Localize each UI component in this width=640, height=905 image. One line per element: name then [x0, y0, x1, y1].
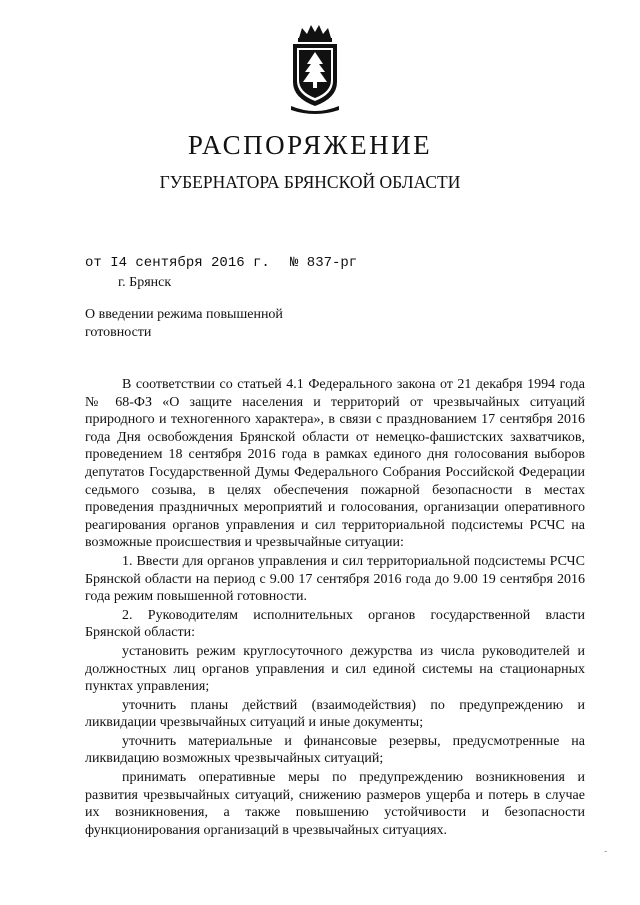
body-paragraph: В соответствии со статьей 4.1 Федерального закона от 21 декабря 1994 года № 68-ФЗ «О защите населения и территорий от чрезвычайных ситуаций природного и техногенного характера», в связи с празднованием 17 сентября 2016 года Дня освобождения Брянской области от немецко-фашистских захватчиков, проведением 18 сентября 2016 года в рамках единого дня голосования выборов депутатов Государственной Думы Федерального Собрания Российской Федерации седьмого созыва, в целях обеспечения пожарной безопасности в местах проведения праздничных мероприятий и голосования, организации оперативного реагирования органов управления и сил территориальной подсистемы РСЧС на возможные происшествия и чрезвычайные ситуации: — [85, 377, 585, 551]
document-number: № 837-рг — [290, 255, 358, 271]
document-subject — [85, 306, 283, 342]
document-title: РАСПОРЯЖЕНИЕ — [187, 130, 433, 160]
document-body — [85, 376, 585, 839]
body-paragraph: уточнить планы действий (взаимодействия) по предупреждению и ликвидации чрезвычайных ситуаций и иные документы; — [85, 697, 585, 731]
subject-line: готовности — [85, 325, 152, 340]
body-paragraph: установить режим круглосуточного дежурства из числа руководителей и должностных лиц органов управления и сил единой системы на стационарных пунктах управления; — [85, 643, 585, 695]
body-paragraph: 2. Руководителям исполнительных органов государственной власти Брянской области: — [85, 607, 585, 641]
coat-of-arms-icon — [285, 22, 345, 114]
margin-mark: - — [604, 846, 608, 857]
document-subtitle: ГУБЕРНАТОРА БРЯНСКОЙ ОБЛАСТИ — [159, 172, 461, 192]
document-city: г. Брянск — [118, 275, 172, 290]
body-paragraph: уточнить материальные и финансовые резервы, предусмотренные на ликвидацию возможных чрезвычайных ситуаций; — [85, 733, 585, 767]
body-paragraph: 1. Ввести для органов управления и сил территориальной подсистемы РСЧС Брянской области на период с 9.00 17 сентября 2016 года до 9.00 19 сентября 2016 года режим повышенной готовности. — [85, 553, 585, 605]
document-date: от I4 сентября 2016 г. — [85, 255, 270, 271]
subject-line: О введении режима повышенной — [85, 307, 283, 322]
body-paragraph: принимать оперативные меры по предупреждению возникновения и развития чрезвычайных ситуаций, снижению размеров ущерба и потерь в случае их возникновения, а также повышению устойчивости и безопасности функционирования организаций в чрезвычайных ситуациях. — [85, 770, 585, 838]
